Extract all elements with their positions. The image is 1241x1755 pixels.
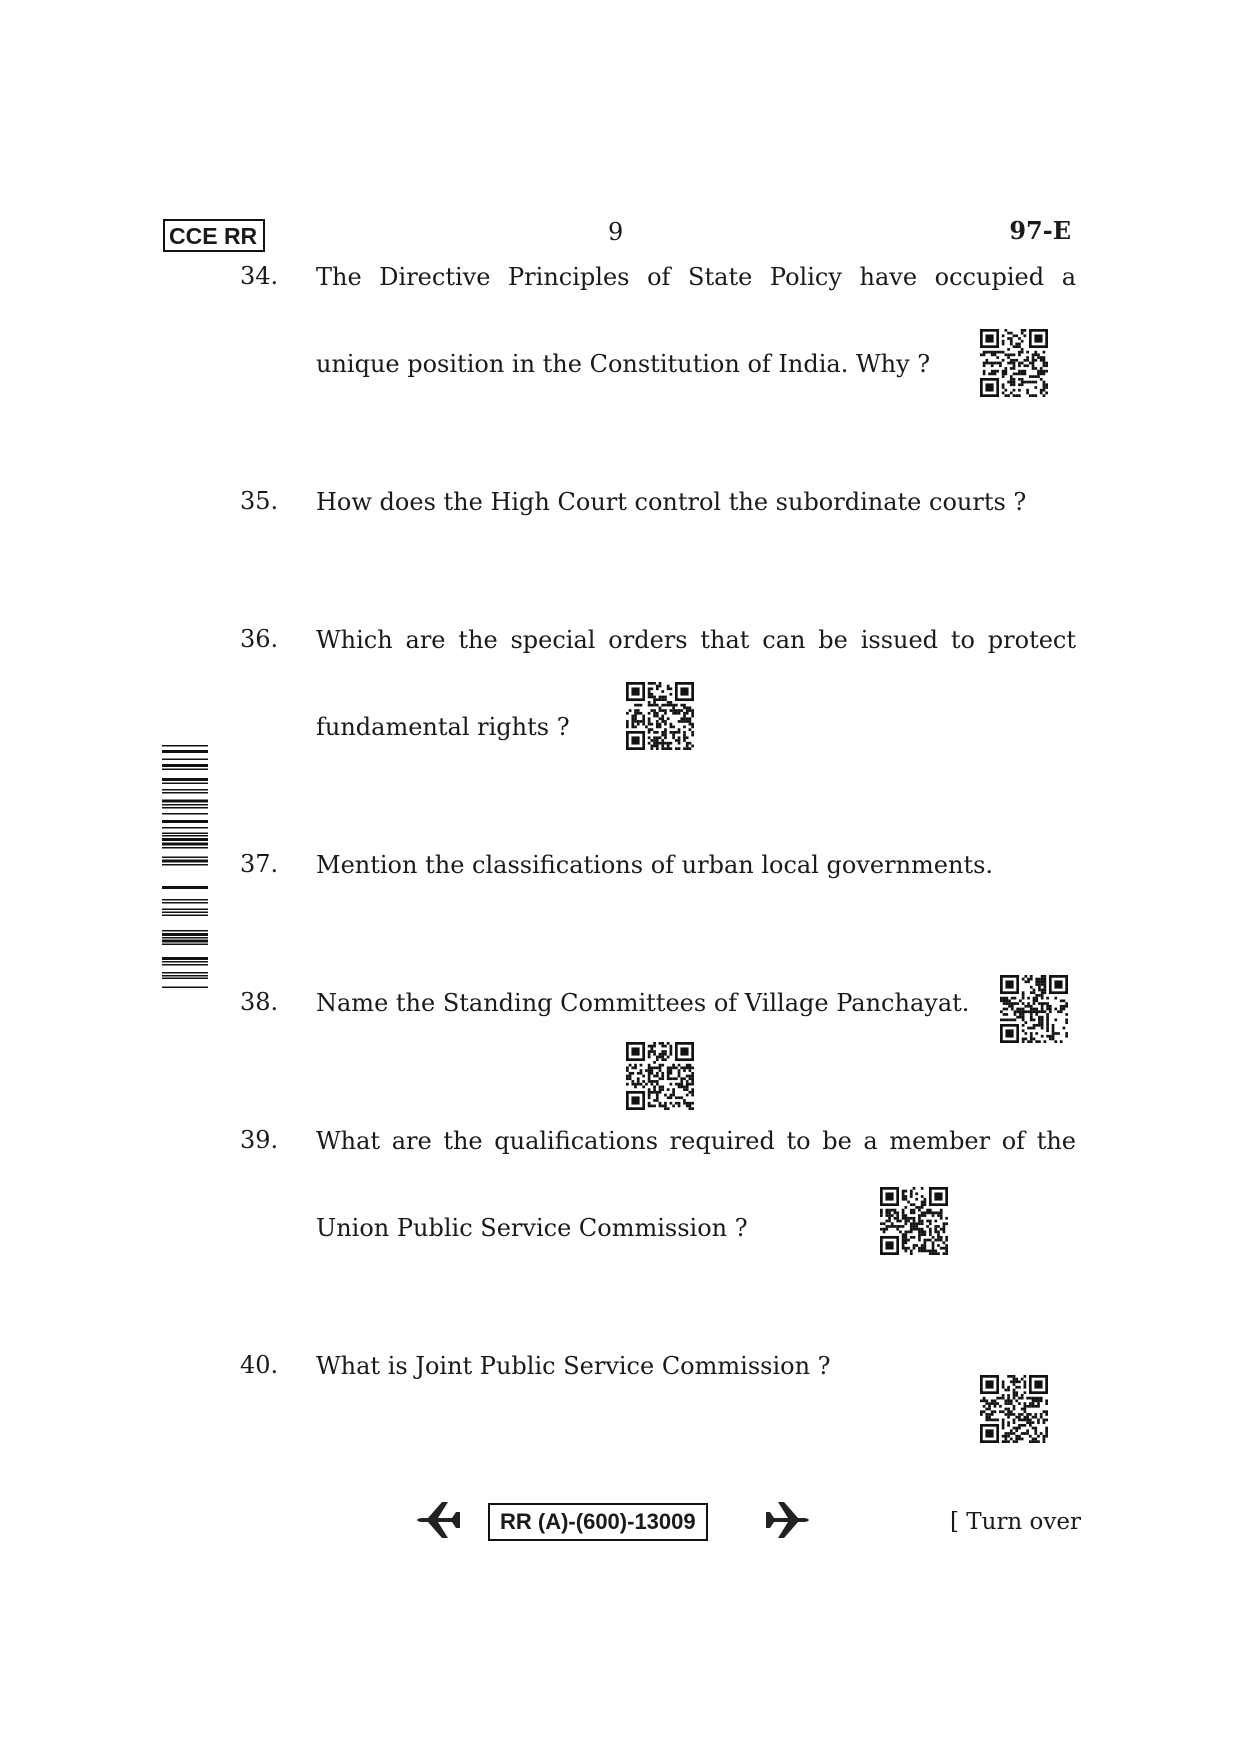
question-number: 38.: [240, 988, 279, 1016]
question-number: 37.: [240, 850, 279, 878]
question-text: What is Joint Public Service Commission ?: [316, 1352, 831, 1380]
question-number: 36.: [240, 625, 279, 653]
turn-over-label: [ Turn over: [950, 1509, 1082, 1535]
question-text: What are the qualifications required to be a member of the: [316, 1127, 1076, 1155]
question-number: 35.: [240, 487, 279, 515]
question-text: fundamental rights ?: [316, 713, 570, 741]
series-label: CCE RR: [163, 219, 265, 252]
question-text: unique position in the Constitution of India. Why ?: [316, 350, 931, 378]
page-number: 9: [608, 218, 624, 246]
footer-code: RR (A)-(600)-13009: [488, 1503, 708, 1541]
question-text: The Directive Principles of State Policy have occupied a: [316, 263, 1076, 291]
qr-code-icon: [980, 1375, 1050, 1443]
question-text: How does the High Court control the subordinate courts ?: [316, 488, 1027, 516]
barcode-icon: [162, 745, 208, 989]
qr-code-icon: [980, 329, 1048, 397]
question-number: 34.: [240, 262, 279, 290]
paper-code: 97-E: [1009, 216, 1071, 245]
question-text: Union Public Service Commission ?: [316, 1214, 748, 1242]
question-number: 39.: [240, 1126, 279, 1154]
qr-code-icon: [626, 1042, 694, 1110]
airplane-icon: [764, 1499, 810, 1541]
qr-code-icon: [1000, 975, 1070, 1043]
question-text: Name the Standing Committees of Village Panchayat.: [316, 989, 970, 1017]
question-text: Which are the special orders that can be issued to protect: [316, 626, 1076, 654]
question-text: Mention the classifications of urban local governments.: [316, 851, 994, 879]
qr-code-icon: [626, 682, 694, 750]
qr-code-icon: [880, 1187, 950, 1255]
question-number: 40.: [240, 1351, 279, 1379]
airplane-icon: [416, 1499, 462, 1541]
